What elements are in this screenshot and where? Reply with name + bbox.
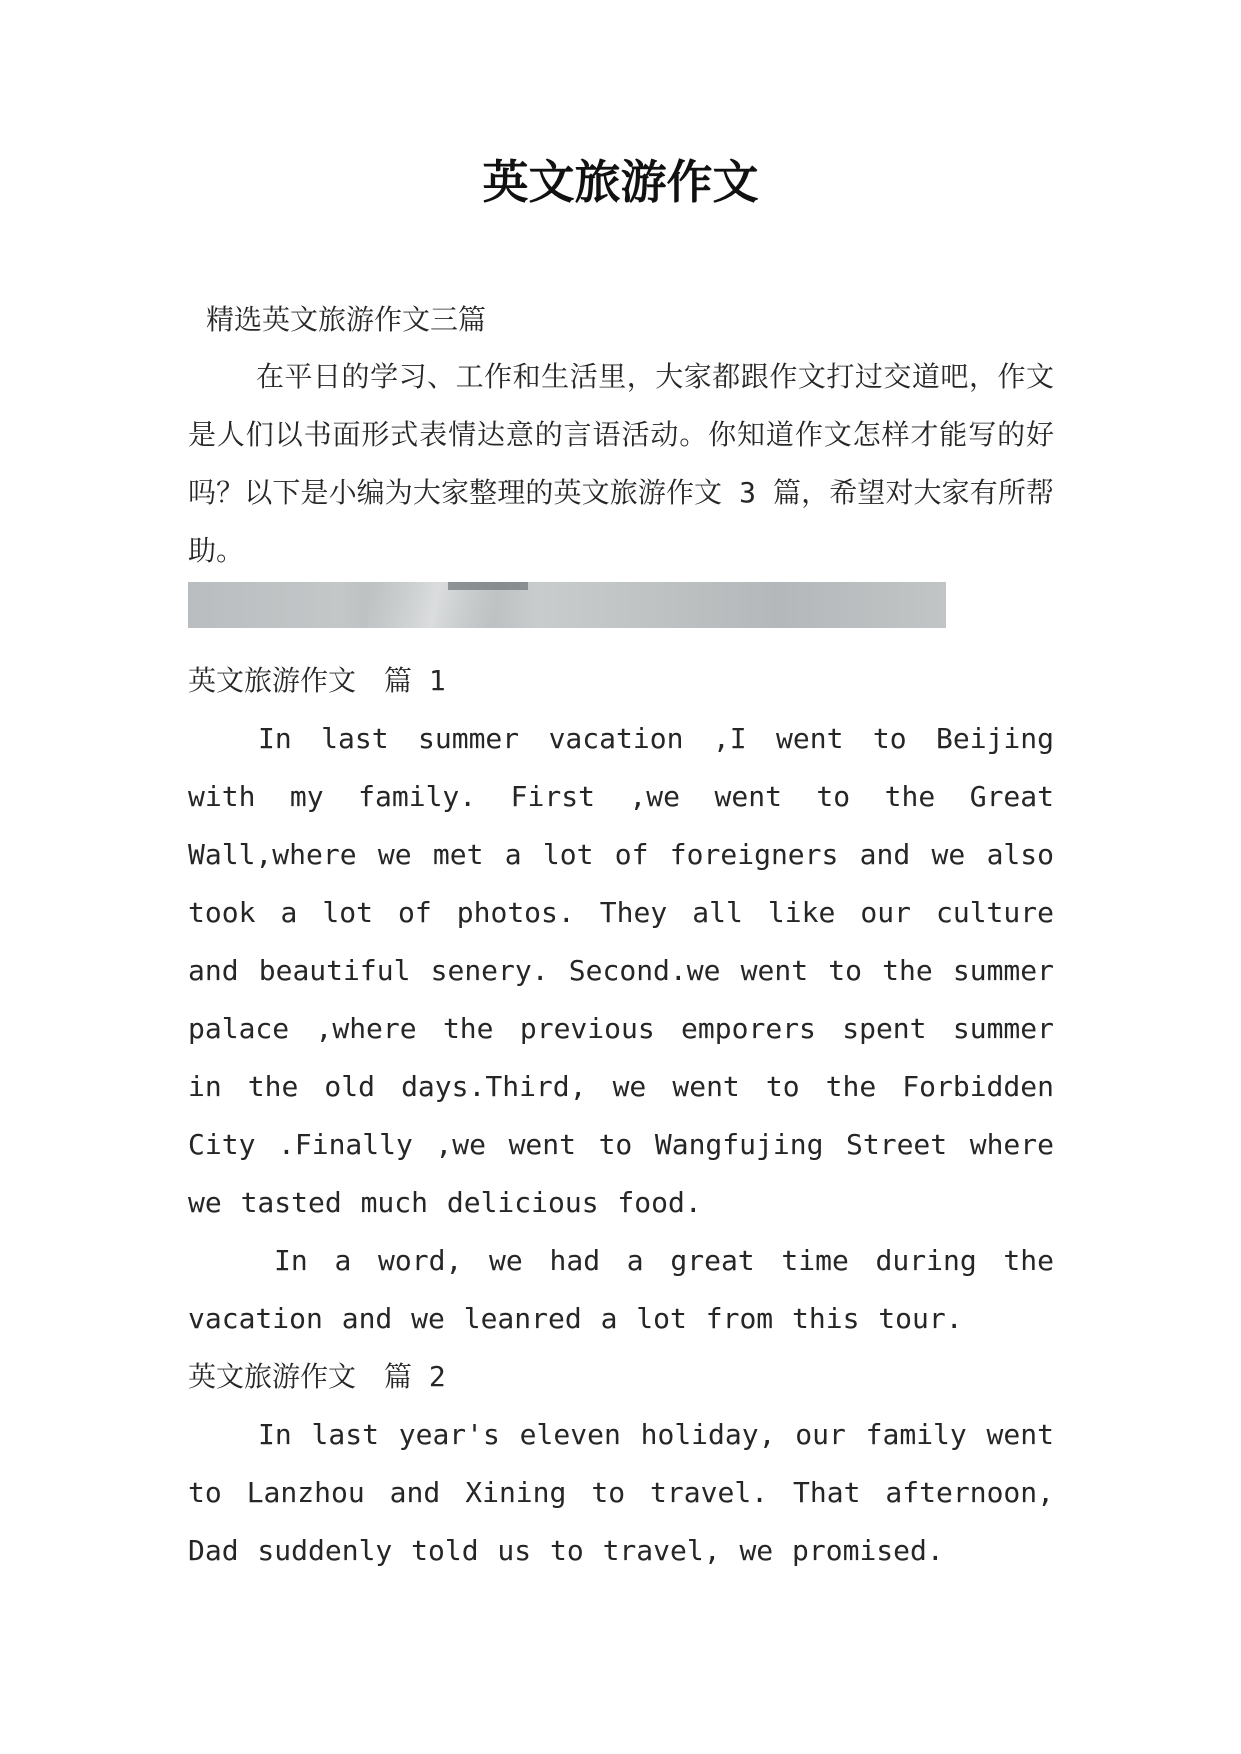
section-heading-1: 英文旅游作文 篇 1 — [188, 664, 446, 697]
photo-shadow — [448, 582, 528, 590]
photo-strip — [188, 582, 946, 628]
document-body — [188, 292, 1054, 1580]
section-heading-2: 英文旅游作文 篇 2 — [188, 1360, 446, 1393]
intro-paragraph: 在平日的学习、工作和生活里，大家都跟作文打过交道吧，作文是人们以书面形式表情达意的言语活动。你知道作文怎样才能写的好吗？以下是小编为大家整理的英文旅游作文 3 篇，希望对大家有所帮助。 — [188, 360, 1054, 567]
section-1-paragraph-2: In a word, we had a great time during the vacation and we leanred a lot from this tour. — [188, 1244, 1054, 1335]
section-2-paragraph-1: In last year's eleven holiday, our family went to Lanzhou and Xining to travel. That afternoon, Dad suddenly told us to travel, we promised. — [188, 1418, 1054, 1567]
page-title: 英文旅游作文 — [482, 155, 759, 209]
subtitle: 精选英文旅游作文三篇 — [206, 303, 487, 336]
section-1-paragraph-1: In last summer vacation ,I went to Beijing with my family. First ,we went to the Great Wall,where we met a lot of foreigners and we also took a lot of photos. They all like our culture and beautiful senery. Second.we went to the summer palace ,where the previous emporers spent summer in the old days.Third, we went to the Forbidden City .Finally ,we went to Wangfujing Street where we tasted much delicious food. — [188, 722, 1054, 1219]
